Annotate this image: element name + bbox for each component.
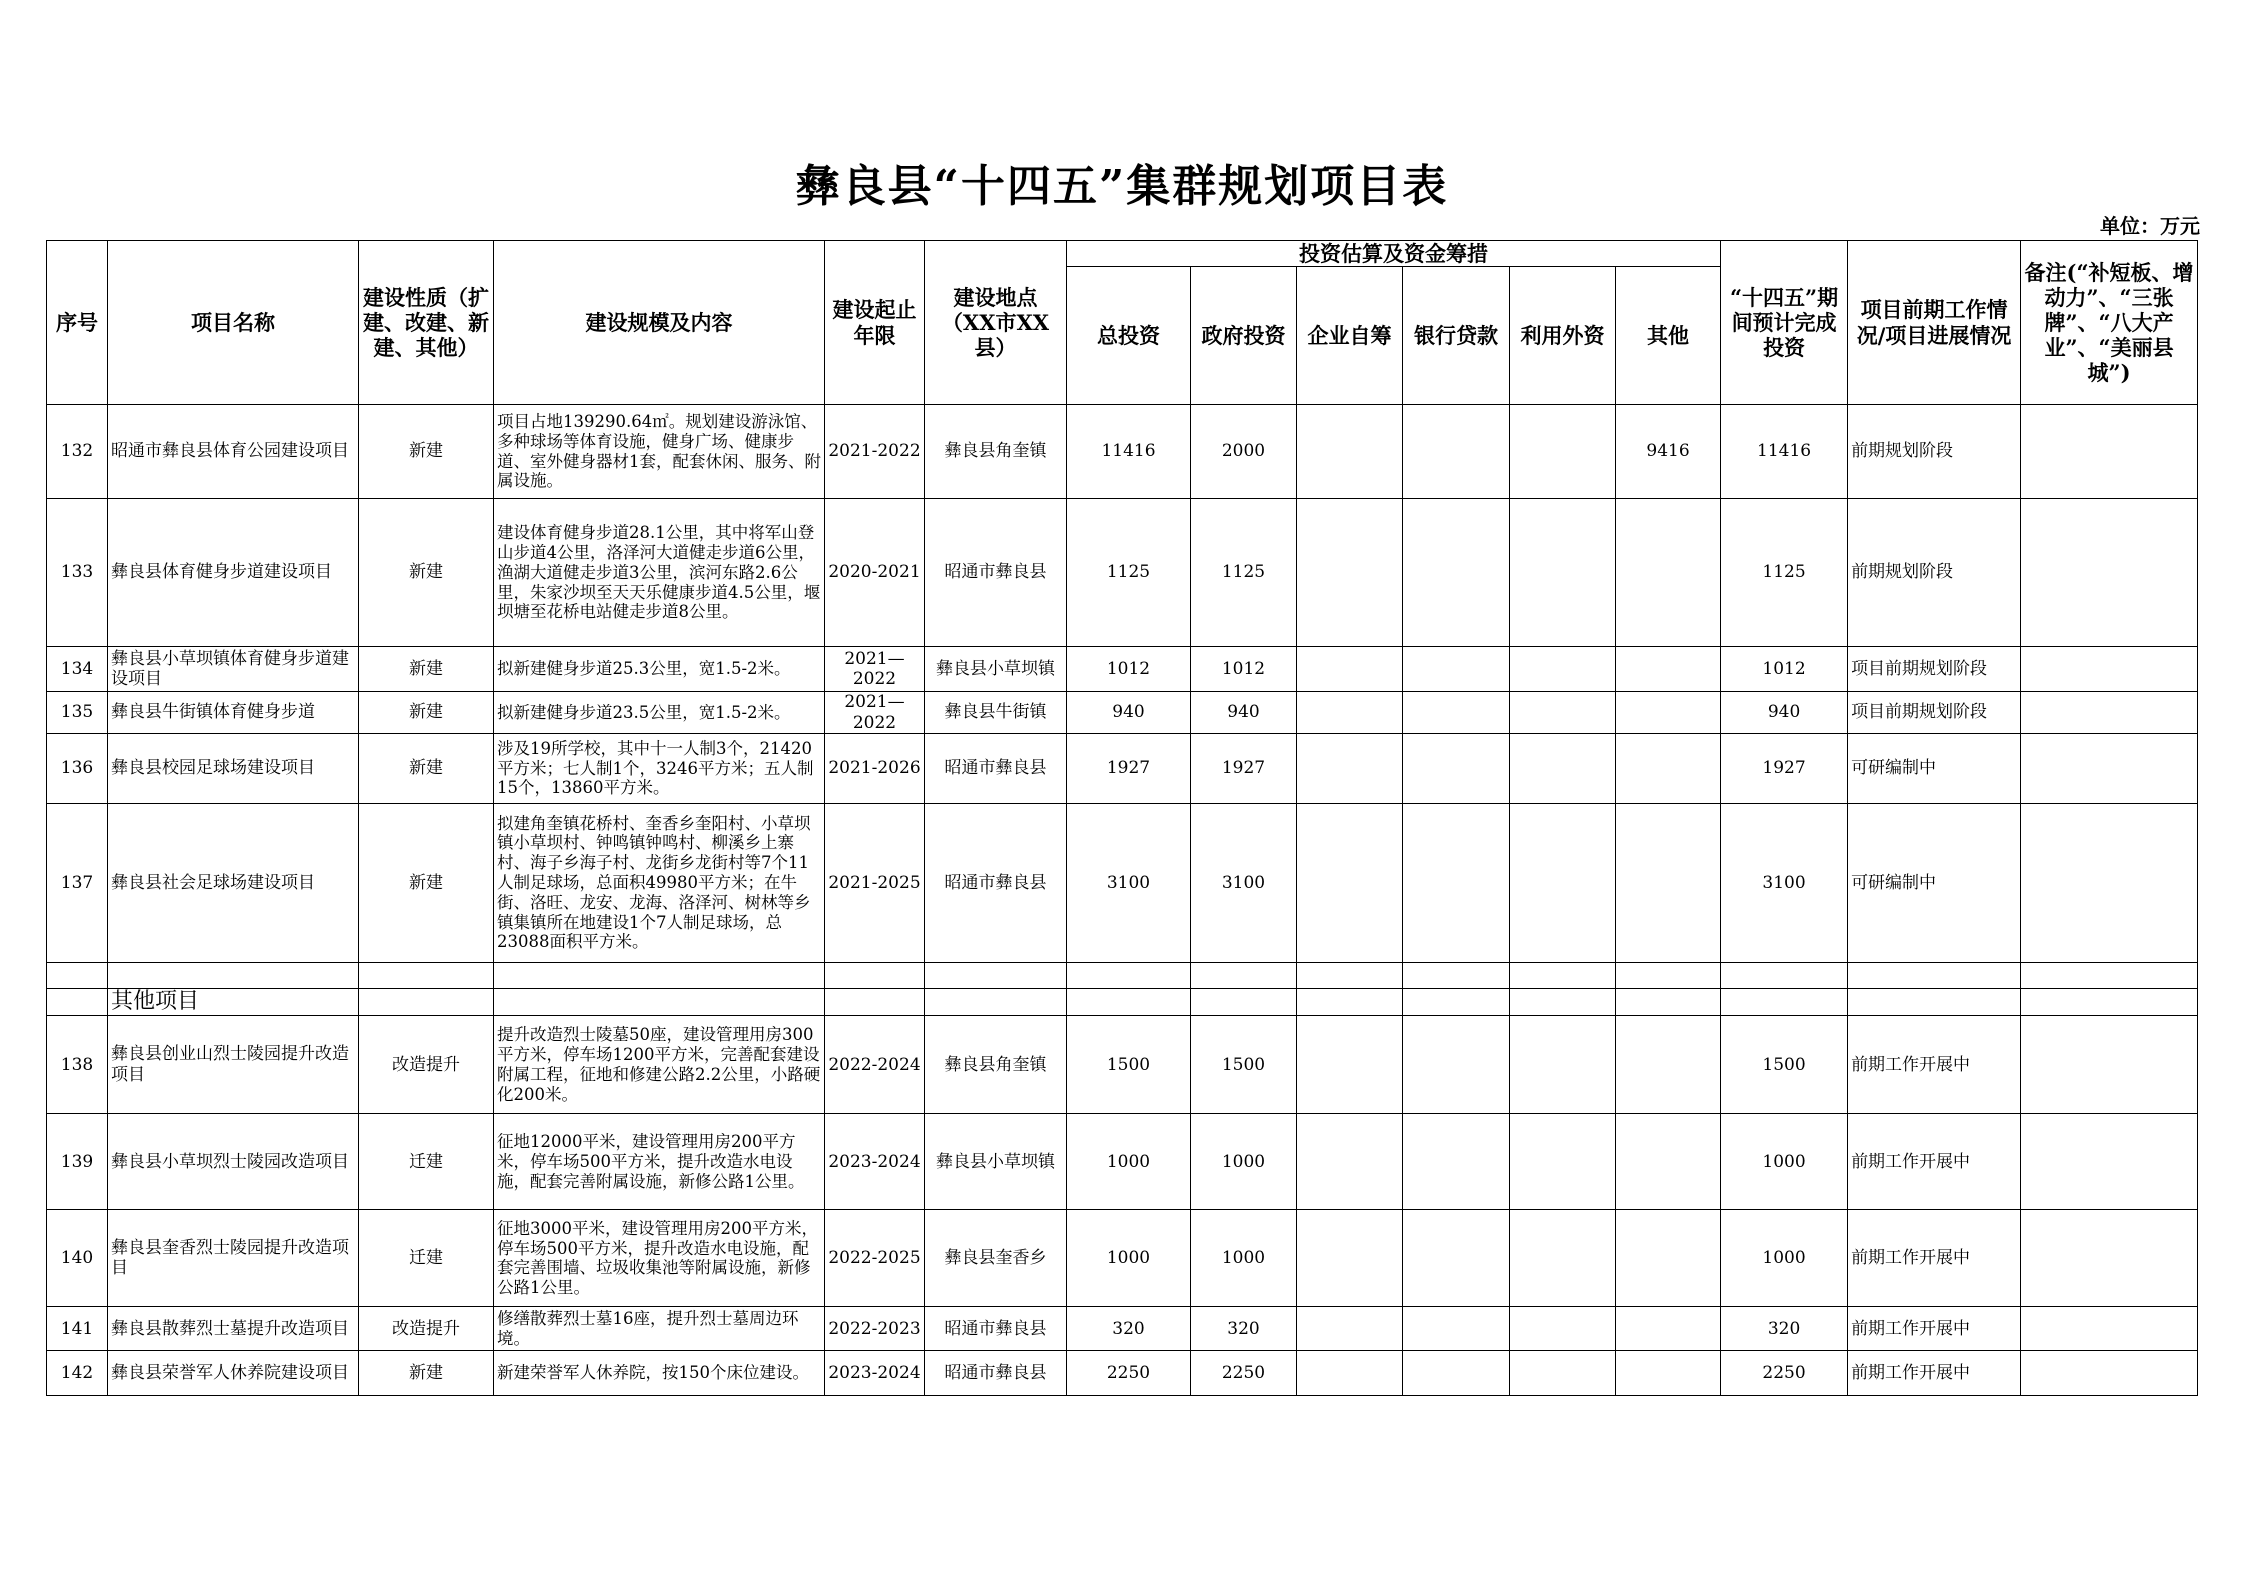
- empty-cell: [825, 962, 925, 988]
- header-nature: 建设性质（扩建、改建、新建、其他）: [359, 241, 494, 405]
- cell-foreign: [1510, 1307, 1616, 1351]
- table-row: [47, 1307, 2198, 1351]
- cell-foreign: [1510, 647, 1616, 692]
- cell-total: 940: [1067, 692, 1191, 734]
- table-row: [47, 733, 2198, 803]
- cell-foreign: [1510, 1016, 1616, 1114]
- cell-total: 1500: [1067, 1016, 1191, 1114]
- empty-cell: [359, 962, 494, 988]
- cell-location: 彝良县小草坝镇: [925, 1114, 1067, 1210]
- cell-foreign: [1510, 1351, 1616, 1396]
- cell-foreign: [1510, 405, 1616, 499]
- cell-plan-invest: 1927: [1721, 733, 1848, 803]
- cell-enterprise: [1297, 1210, 1403, 1307]
- cell-period: 2021-2022: [825, 405, 925, 499]
- empty-cell: [1191, 962, 1297, 988]
- table-row: [47, 1016, 2198, 1114]
- cell-progress: 前期工作开展中: [1848, 1307, 2021, 1351]
- cell-name: 彝良县创业山烈士陵园提升改造项目: [108, 1016, 359, 1114]
- table-row: [47, 499, 2198, 647]
- header-scale: 建设规模及内容: [494, 241, 825, 405]
- cell-nature: 迁建: [359, 1114, 494, 1210]
- cell-plan-invest: 320: [1721, 1307, 1848, 1351]
- cell-other: 9416: [1616, 405, 1721, 499]
- cell-bank: [1403, 1307, 1510, 1351]
- cell-gov: 940: [1191, 692, 1297, 734]
- header-remark: 备注(“补短板、增动力”、“三张牌”、“八大产业”、“美丽县城”): [2021, 241, 2198, 405]
- cell-other: [1616, 1114, 1721, 1210]
- header-other: 其他: [1616, 267, 1721, 405]
- cell-remark: [2021, 1351, 2198, 1396]
- cell-total: 320: [1067, 1307, 1191, 1351]
- cell-bank: [1403, 692, 1510, 734]
- empty-cell: [108, 962, 359, 988]
- cell-enterprise: [1297, 692, 1403, 734]
- cell-location: 彝良县牛街镇: [925, 692, 1067, 734]
- header-period: 建设起止年限: [825, 241, 925, 405]
- cell-gov: 1500: [1191, 1016, 1297, 1114]
- cell-total: 1012: [1067, 647, 1191, 692]
- header-gov: 政府投资: [1191, 267, 1297, 405]
- cell-nature: 新建: [359, 803, 494, 962]
- cell-bank: [1403, 405, 1510, 499]
- empty-cell: [825, 988, 925, 1015]
- cell-scale: 建设体育健身步道28.1公里，其中将军山登山步道4公里，洛泽河大道健走步道6公里，渔湖大道健走步道3公里，滨河东路2.6公里，朱家沙坝至天天乐健康步道4.5公里，堰坝塘至花桥电站健走步道8公里。: [494, 499, 825, 647]
- header-enterprise: 企业自筹: [1297, 267, 1403, 405]
- cell-enterprise: [1297, 1351, 1403, 1396]
- page-title: 彝良县“十四五”集群规划项目表: [795, 161, 1449, 212]
- empty-cell: [1848, 988, 2021, 1015]
- empty-cell: [1848, 962, 2021, 988]
- cell-plan-invest: 11416: [1721, 405, 1848, 499]
- cell-total: 2250: [1067, 1351, 1191, 1396]
- cell-foreign: [1510, 1114, 1616, 1210]
- empty-cell: [1510, 988, 1616, 1015]
- empty-cell: [2021, 988, 2198, 1015]
- cell-foreign: [1510, 803, 1616, 962]
- empty-cell: [1067, 988, 1191, 1015]
- cell-progress: 前期工作开展中: [1848, 1351, 2021, 1396]
- cell-enterprise: [1297, 1114, 1403, 1210]
- cell-scale: 修缮散葬烈士墓16座，提升烈士墓周边环境。: [494, 1307, 825, 1351]
- cell-enterprise: [1297, 499, 1403, 647]
- empty-cell: [1616, 962, 1721, 988]
- cell-other: [1616, 499, 1721, 647]
- cell-location: 昭通市彝良县: [925, 499, 1067, 647]
- cell-name: 彝良县牛街镇体育健身步道: [108, 692, 359, 734]
- cell-progress: 可研编制中: [1848, 733, 2021, 803]
- table-row: [47, 405, 2198, 499]
- unit-label: 单位：万元: [2100, 214, 2200, 238]
- empty-cell: [925, 988, 1067, 1015]
- cell-progress: 前期规划阶段: [1848, 405, 2021, 499]
- cell-nature: 新建: [359, 1351, 494, 1396]
- empty-cell: [494, 962, 825, 988]
- cell-other: [1616, 647, 1721, 692]
- empty-cell: [1191, 988, 1297, 1015]
- cell-name: 彝良县社会足球场建设项目: [108, 803, 359, 962]
- cell-enterprise: [1297, 647, 1403, 692]
- cell-bank: [1403, 1114, 1510, 1210]
- cell-progress: 前期工作开展中: [1848, 1114, 2021, 1210]
- empty-cell: [1067, 962, 1191, 988]
- cell-nature: 新建: [359, 733, 494, 803]
- cell-bank: [1403, 733, 1510, 803]
- empty-cell: [359, 988, 494, 1015]
- cell-seq: 140: [47, 1210, 108, 1307]
- cell-name: 彝良县小草坝烈士陵园改造项目: [108, 1114, 359, 1210]
- cell-total: 1000: [1067, 1210, 1191, 1307]
- cell-enterprise: [1297, 1307, 1403, 1351]
- cell-seq: 137: [47, 803, 108, 962]
- cell-total: 1927: [1067, 733, 1191, 803]
- table-body-other: [47, 1016, 2198, 1396]
- cell-progress: 可研编制中: [1848, 803, 2021, 962]
- cell-period: 2023-2024: [825, 1351, 925, 1396]
- cell-gov: 1000: [1191, 1114, 1297, 1210]
- cell-enterprise: [1297, 405, 1403, 499]
- cell-other: [1616, 1210, 1721, 1307]
- cell-seq: 141: [47, 1307, 108, 1351]
- cell-foreign: [1510, 733, 1616, 803]
- header-investment-group: 投资估算及资金筹措: [1067, 241, 1721, 267]
- cell-gov: 2250: [1191, 1351, 1297, 1396]
- header-seq: 序号: [47, 241, 108, 405]
- cell-period: 2021—2022: [825, 647, 925, 692]
- cell-remark: [2021, 1016, 2198, 1114]
- cell-bank: [1403, 1016, 1510, 1114]
- cell-total: 3100: [1067, 803, 1191, 962]
- cell-total: 1125: [1067, 499, 1191, 647]
- cell-location: 昭通市彝良县: [925, 803, 1067, 962]
- cell-progress: 前期规划阶段: [1848, 499, 2021, 647]
- table-row: [47, 1210, 2198, 1307]
- cell-remark: [2021, 1307, 2198, 1351]
- cell-period: 2021-2026: [825, 733, 925, 803]
- cell-period: 2021-2025: [825, 803, 925, 962]
- cell-remark: [2021, 647, 2198, 692]
- cell-plan-invest: 3100: [1721, 803, 1848, 962]
- cell-gov: 1125: [1191, 499, 1297, 647]
- section-label: 其他项目: [108, 988, 359, 1015]
- cell-bank: [1403, 647, 1510, 692]
- cell-total: 1000: [1067, 1114, 1191, 1210]
- cell-remark: [2021, 1114, 2198, 1210]
- cell-scale: 拟新建健身步道23.5公里，宽1.5-2米。: [494, 692, 825, 734]
- cell-progress: 前期工作开展中: [1848, 1016, 2021, 1114]
- cell-plan-invest: 1000: [1721, 1114, 1848, 1210]
- cell-name: 彝良县校园足球场建设项目: [108, 733, 359, 803]
- table-row: [47, 803, 2198, 962]
- cell-gov: 1927: [1191, 733, 1297, 803]
- cell-seq: 135: [47, 692, 108, 734]
- cell-location: 昭通市彝良县: [925, 733, 1067, 803]
- cell-scale: 拟建角奎镇花桥村、奎香乡奎阳村、小草坝镇小草坝村、钟鸣镇钟鸣村、柳溪乡上寨村、海子乡海子村、龙街乡龙街村等7个11人制足球场，总面积49980平方米；在牛街、洛旺、龙安、龙海、洛泽河、树林等乡镇集镇所在地建设1个7人制足球场，总23088面积平方米。: [494, 803, 825, 962]
- cell-remark: [2021, 733, 2198, 803]
- cell-foreign: [1510, 1210, 1616, 1307]
- cell-bank: [1403, 1210, 1510, 1307]
- header-foreign: 利用外资: [1510, 267, 1616, 405]
- cell-seq: 142: [47, 1351, 108, 1396]
- cell-plan-invest: 940: [1721, 692, 1848, 734]
- cell-other: [1616, 733, 1721, 803]
- cell-foreign: [1510, 692, 1616, 734]
- cell-other: [1616, 803, 1721, 962]
- cell-remark: [2021, 499, 2198, 647]
- cell-bank: [1403, 499, 1510, 647]
- cell-period: 2022-2025: [825, 1210, 925, 1307]
- cell-location: 彝良县小草坝镇: [925, 647, 1067, 692]
- table-spacer: [47, 962, 2198, 1015]
- cell-gov: 3100: [1191, 803, 1297, 962]
- cell-other: [1616, 692, 1721, 734]
- cell-bank: [1403, 803, 1510, 962]
- cell-period: 2023-2024: [825, 1114, 925, 1210]
- cell-other: [1616, 1016, 1721, 1114]
- cell-period: 2022-2024: [825, 1016, 925, 1114]
- cell-scale: 征地12000平米，建设管理用房200平方米，停车场500平方米，提升改造水电设施，配套完善附属设施，新修公路1公里。: [494, 1114, 825, 1210]
- empty-cell: [47, 962, 108, 988]
- empty-cell: [925, 962, 1067, 988]
- cell-scale: 涉及19所学校，其中十一人制3个，21420平方米；七人制1个，3246平方米；五人制15个，13860平方米。: [494, 733, 825, 803]
- cell-plan-invest: 1000: [1721, 1210, 1848, 1307]
- cell-plan-invest: 1500: [1721, 1016, 1848, 1114]
- cell-scale: 项目占地139290.64㎡。规划建设游泳馆、多种球场等体育设施，健身广场、健康步道、室外健身器材1套，配套休闲、服务、附属设施。: [494, 405, 825, 499]
- header-name: 项目名称: [108, 241, 359, 405]
- cell-location: 昭通市彝良县: [925, 1351, 1067, 1396]
- cell-remark: [2021, 692, 2198, 734]
- empty-cell: [1721, 988, 1848, 1015]
- empty-cell: [1297, 962, 1403, 988]
- header-bank: 银行贷款: [1403, 267, 1510, 405]
- cell-name: 彝良县奎香烈士陵园提升改造项目: [108, 1210, 359, 1307]
- cell-location: 昭通市彝良县: [925, 1307, 1067, 1351]
- cell-seq: 139: [47, 1114, 108, 1210]
- header-total: 总投资: [1067, 267, 1191, 405]
- cell-gov: 2000: [1191, 405, 1297, 499]
- cell-nature: 新建: [359, 647, 494, 692]
- cell-remark: [2021, 1210, 2198, 1307]
- cell-location: 彝良县角奎镇: [925, 1016, 1067, 1114]
- project-table: [46, 240, 2198, 1396]
- empty-cell: [1616, 988, 1721, 1015]
- cell-seq: 138: [47, 1016, 108, 1114]
- cell-name: 彝良县小草坝镇体育健身步道建设项目: [108, 647, 359, 692]
- cell-enterprise: [1297, 733, 1403, 803]
- header-plan-invest: “十四五”期间预计完成投资: [1721, 241, 1848, 405]
- cell-period: 2020-2021: [825, 499, 925, 647]
- header-progress: 项目前期工作情况/项目进展情况: [1848, 241, 2021, 405]
- cell-scale: 拟新建健身步道25.3公里，宽1.5-2米。: [494, 647, 825, 692]
- cell-progress: 项目前期规划阶段: [1848, 692, 2021, 734]
- cell-remark: [2021, 803, 2198, 962]
- cell-period: 2021—2022: [825, 692, 925, 734]
- empty-cell: [47, 988, 108, 1015]
- cell-other: [1616, 1307, 1721, 1351]
- cell-nature: 改造提升: [359, 1016, 494, 1114]
- table-row: [47, 1351, 2198, 1396]
- cell-name: 彝良县荣誉军人休养院建设项目: [108, 1351, 359, 1396]
- cell-nature: 改造提升: [359, 1307, 494, 1351]
- empty-cell: [1297, 988, 1403, 1015]
- cell-gov: 1000: [1191, 1210, 1297, 1307]
- cell-foreign: [1510, 499, 1616, 647]
- header-location: 建设地点（XX市XX县）: [925, 241, 1067, 405]
- cell-location: 彝良县角奎镇: [925, 405, 1067, 499]
- cell-seq: 132: [47, 405, 108, 499]
- cell-nature: 迁建: [359, 1210, 494, 1307]
- cell-other: [1616, 1351, 1721, 1396]
- cell-scale: 提升改造烈士陵墓50座，建设管理用房300平方米，停车场1200平方米，完善配套建设附属工程，征地和修建公路2.2公里，小路硬化200米。: [494, 1016, 825, 1114]
- cell-progress: 项目前期规划阶段: [1848, 647, 2021, 692]
- table-row: [47, 1114, 2198, 1210]
- empty-cell: [1721, 962, 1848, 988]
- cell-scale: 征地3000平米，建设管理用房200平方米，停车场500平方米，提升改造水电设施，配套完善围墙、垃圾收集池等附属设施，新修公路1公里。: [494, 1210, 825, 1307]
- empty-cell: [1403, 962, 1510, 988]
- cell-enterprise: [1297, 803, 1403, 962]
- empty-cell: [1510, 962, 1616, 988]
- table-row: [47, 647, 2198, 692]
- cell-gov: 320: [1191, 1307, 1297, 1351]
- cell-progress: 前期工作开展中: [1848, 1210, 2021, 1307]
- cell-period: 2022-2023: [825, 1307, 925, 1351]
- cell-nature: 新建: [359, 405, 494, 499]
- empty-cell: [1403, 988, 1510, 1015]
- cell-name: 彝良县体育健身步道建设项目: [108, 499, 359, 647]
- cell-plan-invest: 1125: [1721, 499, 1848, 647]
- cell-nature: 新建: [359, 499, 494, 647]
- cell-total: 11416: [1067, 405, 1191, 499]
- table-row: [47, 692, 2198, 734]
- cell-enterprise: [1297, 1016, 1403, 1114]
- cell-plan-invest: 2250: [1721, 1351, 1848, 1396]
- cell-scale: 新建荣誉军人休养院，按150个床位建设。: [494, 1351, 825, 1396]
- cell-plan-invest: 1012: [1721, 647, 1848, 692]
- cell-remark: [2021, 405, 2198, 499]
- cell-seq: 136: [47, 733, 108, 803]
- empty-cell: [494, 988, 825, 1015]
- cell-location: 彝良县奎香乡: [925, 1210, 1067, 1307]
- cell-bank: [1403, 1351, 1510, 1396]
- cell-gov: 1012: [1191, 647, 1297, 692]
- table-body-sports: [47, 405, 2198, 963]
- empty-cell: [2021, 962, 2198, 988]
- cell-name: 昭通市彝良县体育公园建设项目: [108, 405, 359, 499]
- cell-name: 彝良县散葬烈士墓提升改造项目: [108, 1307, 359, 1351]
- cell-nature: 新建: [359, 692, 494, 734]
- cell-seq: 133: [47, 499, 108, 647]
- cell-seq: 134: [47, 647, 108, 692]
